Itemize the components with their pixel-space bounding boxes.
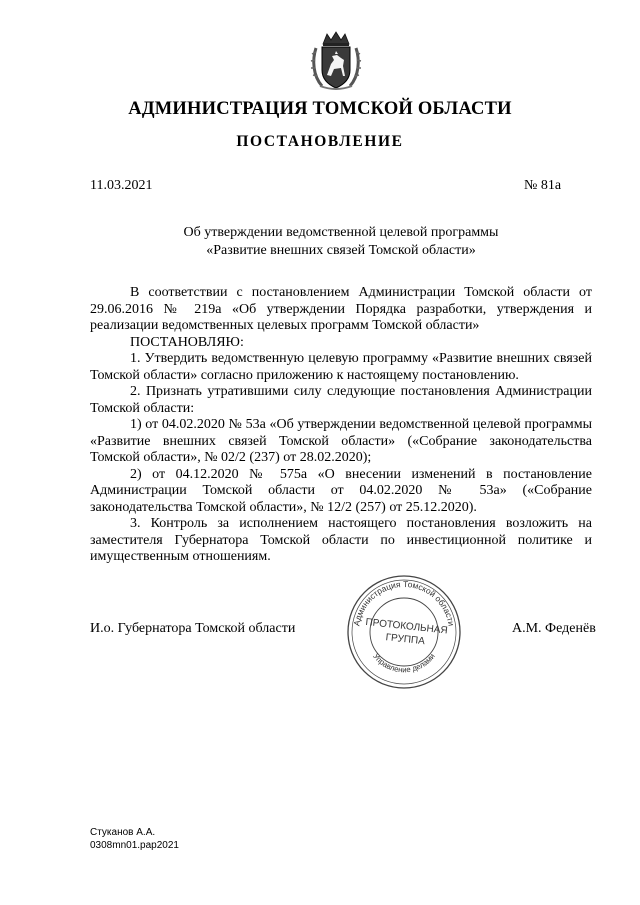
intro-paragraph: В соответствии с постановлением Администрации Томской области от 29.06.2016 № 219а «Об утверждении Порядка разработки, утверждения и реализации ведомственных целевых программ Томской области» [90, 285, 592, 333]
signatory-name: А.М. Феденёв [512, 621, 596, 636]
item-2-subitem-2: 2) от 04.12.2020 № 575а «О внесении изменений в постановление Администрации Томской области от 04.02.2020 № 53а» («Собрание законодательства Томской области», № 12/2 (257) от 25.12.2020). [90, 466, 592, 515]
resolve-keyword: ПОСТАНОВЛЯЮ: [130, 334, 244, 350]
subject-line-1: Об утверждении ведомственной целевой программы [183, 225, 499, 240]
item-3: 3. Контроль за исполнением настоящего постановления возложить на заместителя Губернатора Томской области по инвестиционной политике и имущественным отношениям. [90, 516, 592, 564]
document-date: 11.03.2021 [90, 178, 153, 193]
subject-line-2: «Развитие внешних связей Томской области» [206, 243, 476, 258]
executor-name: Стуканов А.А. [90, 827, 156, 838]
stamp-ring-text-bottom: Управление делами [371, 651, 437, 675]
executor-file-code: 0308mn01.pap2021 [90, 840, 179, 851]
official-stamp [345, 573, 463, 691]
item-2: 2. Признать утратившими силу следующие постановления Администрации Томской области: [90, 384, 592, 416]
executor-block [90, 826, 179, 852]
item-2-subitem-1: 1) от 04.02.2020 № 53а «Об утверждении ведомственной целевой программы «Развитие внешних связей Томской области» («Собрание законодательства Томской области», № 02/2 (237) от 28.02.2020); [90, 417, 592, 465]
stamp-ring-text: Администрация Томской области [351, 578, 457, 627]
signatory-position: И.о. Губернатора Томской области [90, 621, 296, 636]
document-body [90, 285, 592, 566]
document-subject [90, 224, 592, 260]
tomsk-region-coat-of-arms-icon [310, 30, 362, 92]
organization-title: АДМИНИСТРАЦИЯ ТОМСКОЙ ОБЛАСТИ [128, 99, 512, 119]
document-number: № 81а [524, 178, 562, 193]
item-1: 1. Утвердить ведомственную целевую программу «Развитие внешних связей Томской области» согласно приложению к настоящему постановлению. [90, 351, 592, 383]
stamp-center-line-2: ГРУППА [385, 632, 426, 648]
document-type-title: ПОСТАНОВЛЕНИЕ [236, 133, 404, 150]
stamp-center-line-1: ПРОТОКОЛЬНАЯ [364, 616, 449, 637]
